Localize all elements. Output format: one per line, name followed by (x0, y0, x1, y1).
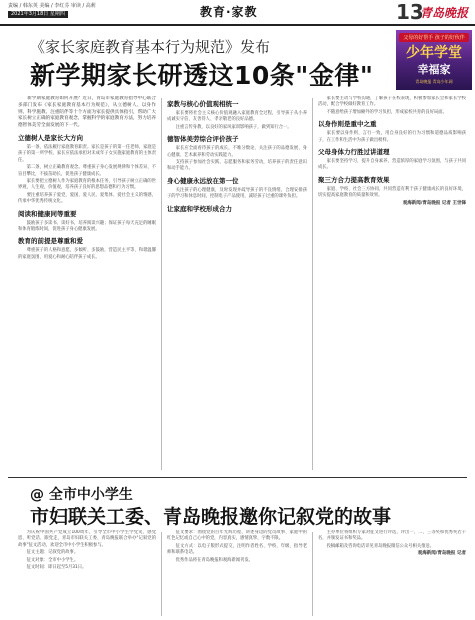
paragraph: 家长要以身作则、言行一致，用自身良好的行为习惯和道德品质影响孩子，在工作和生活中为孩子做出榜样。 (318, 131, 466, 143)
paragraph: 投稿邮箱及咨询电话详见青岛晚报微信公众号相关推送。 (326, 543, 435, 549)
article2-kicker: @ 全市中小学生 (30, 487, 133, 503)
column-divider (312, 98, 313, 470)
paragraph: 征文对象：全市中小学生。 (26, 557, 79, 563)
article-column-1 (18, 96, 156, 470)
paragraph: 家长要坚持学习，提升自身素养，营造浓厚的家庭学习氛围，与孩子共同成长。 (318, 159, 466, 171)
paragraph: 要注重培养孩子爱党、爱国、爱人民、爱集体、爱社会主义的情感，传承中华优秀传统文化。 (18, 192, 156, 205)
subheading: 以身作则是重中之重 (318, 120, 377, 129)
paragraph: 家庭、学校、社会三方协同，共同营造有利于孩子健康成长的良好环境，切实提高家庭教育的质量和效果。 (318, 186, 466, 199)
header-editors: 责编 / 韩东英 美编 / 李红芬 审读 / 高莉 (8, 3, 96, 9)
section-title: 教育·家教 (200, 5, 258, 19)
subheading: 家教与核心价值观相统一 (167, 100, 239, 108)
article-byline: 观海新闻/青岛晚报 记者 王世锋 (402, 200, 466, 206)
promo-tagline: 父母的好帮手 孩子的好伙伴 (399, 33, 469, 42)
subheading: 德智体美劳综合评价孩子 (167, 135, 239, 144)
article2-column-2 (167, 530, 307, 616)
paragraph: 征文方式：以电子版形式提交，注明作者姓名、学校、年级、指导老师和联系电话。 (167, 543, 307, 556)
paragraph: 征文要求：围绕党的百年光辉历程，讲述身边的党员故事、家庭中的红色记忆或自己心中的党，内容真实，感情真挚，字数不限。 (167, 530, 307, 542)
paragraph: 家长要把立德树人作为家庭教育的根本任务，引导孩子树立正确的世界观、人生观、价值观，培养孩子良好的思想品德和行为习惯。 (18, 179, 156, 191)
subheading: 父母身体力行胜过讲道理 (318, 148, 390, 157)
paragraph: 为庆祝中国共产党成立100周年，引导全市中小学生学党史、感党恩、听党话、跟党走，青岛市妇联关工委、青岛晚报联合举办"记叙党的故事"征文活动，欢迎全市中小学生积极参与。 (18, 530, 156, 548)
article2-column-1 (18, 530, 156, 616)
article-column-3 (318, 96, 466, 470)
section-divider (8, 477, 467, 478)
subheading: 教育的前提是尊重和爱 (18, 237, 83, 246)
page-header (0, 0, 475, 26)
article-lead: 新学期家庭教育如何开展？近日，青岛市家庭教育指导中心联合多部门发布《家长家庭教育基本行为规范》，从立德树人、以身作则、科学施教、注重陪伴等十个方面为家长提供具体指引，帮助广大家长树立正确的家庭教育观念，掌握科学的家庭教育方法，努力培养德智体美劳全面发展的下一代。 (18, 96, 156, 129)
article2-byline: 观海新闻/青岛晚报 记者 (417, 551, 466, 557)
newspaper-logo: 青岛晚报 (420, 6, 469, 20)
paragraph: 家长应全面看待孩子的成长，不唯分数论，关注孩子的品德发展、身心健康、艺术素养和劳动实践能力。 (167, 146, 307, 158)
page-number: 13 (396, 0, 424, 24)
paragraph: 征文主题：记叙党的故事。 (26, 550, 79, 556)
paragraph: 注重言传身教，以良好的家风家训影响孩子，做到知行合一。 (175, 124, 292, 130)
article2-column-3 (318, 530, 466, 616)
paragraph: 家长要将社会主义核心价值观融入家庭教育全过程，引导孩子从小养成诚实守信、友善待人、孝亲敬老的良好品德。 (167, 111, 307, 123)
subheading: 立德树人是家长大方向 (18, 133, 83, 142)
promo-footer: 青岛晚报 青岛少年网 (415, 79, 453, 84)
paragraph: 不随意给孩子增加额外的学习负担，形成家校共育的良好局面。 (326, 109, 447, 115)
header-meta (8, 3, 96, 18)
paragraph: 第二条，树立正确教育观念。尊重孩子身心发展规律和个体差异，不盲目攀比，不拔苗助长，促进孩子健康成长。 (18, 165, 156, 177)
subheading: 让家庭和学校形成合力 (167, 204, 232, 213)
article-column-2 (167, 96, 307, 470)
paragraph: 鼓励孩子多读书、读好书，培养阅读兴趣；保证孩子每天充足的睡眠和体育锻炼时间，促进孩子身心健康发展。 (18, 220, 156, 233)
paragraph: 支持孩子参加社会实践、志愿服务和家务劳动，培养孩子的责任意识和动手能力。 (167, 160, 307, 172)
article2-headline: 市妇联关工委、青岛晚报邀你记叙党的故事 (30, 506, 392, 528)
article-kicker: 《家长家庭教育基本行为规范》发布 (30, 38, 271, 56)
column-divider (161, 98, 162, 470)
paragraph: 主办单位将组织专家对征文进行评选，评出一、二、三等奖和优秀奖若干名，并颁发证书和奖品。 (318, 530, 466, 542)
paragraph: 第一条，依法履行家庭教育职责。家长是孩子的第一任老师，家庭是孩子的第一所学校，家长应依法承担对未成年子女实施家庭教育的主体责任。 (18, 144, 156, 163)
paragraph: 家长要主动与学校沟通，了解孩子在校表现，积极参加家长会和家长学校活动，配合学校做好教育工作。 (318, 96, 466, 108)
subheading: 身心健康永远放在第一位 (167, 176, 239, 185)
column-divider (312, 532, 313, 616)
promo-subtitle: 幸福家 (417, 63, 451, 76)
subheading: 聚三方合力提高教育效果 (318, 175, 390, 184)
paragraph: 尊重孩子的人格和意愿，多倾听、多鼓励，营造民主平等、和谐温馨的家庭氛围，用爱心和耐心陪伴孩子成长。 (18, 248, 156, 260)
paragraph: 优秀作品将在青岛晚报和观海新闻刊发。 (175, 557, 253, 563)
promo-title: 少年学堂 (406, 45, 462, 61)
article-headline: 新学期家长研透这10条"金律" (30, 61, 374, 90)
header-date: 2021年3月18日 星期四 (8, 11, 68, 18)
promo-banner (396, 30, 472, 90)
column-divider (161, 532, 162, 616)
paragraph: 关注孩子的心理健康，及时发现并疏导孩子的不良情绪，合理安排孩子的学习和休息时间，控制电子产品使用，减轻孩子过重的课外负担。 (167, 187, 307, 200)
paragraph: 征文时间：即日起至5月31日。 (26, 565, 87, 571)
subheading: 阅读和健康同等重要 (18, 209, 77, 218)
